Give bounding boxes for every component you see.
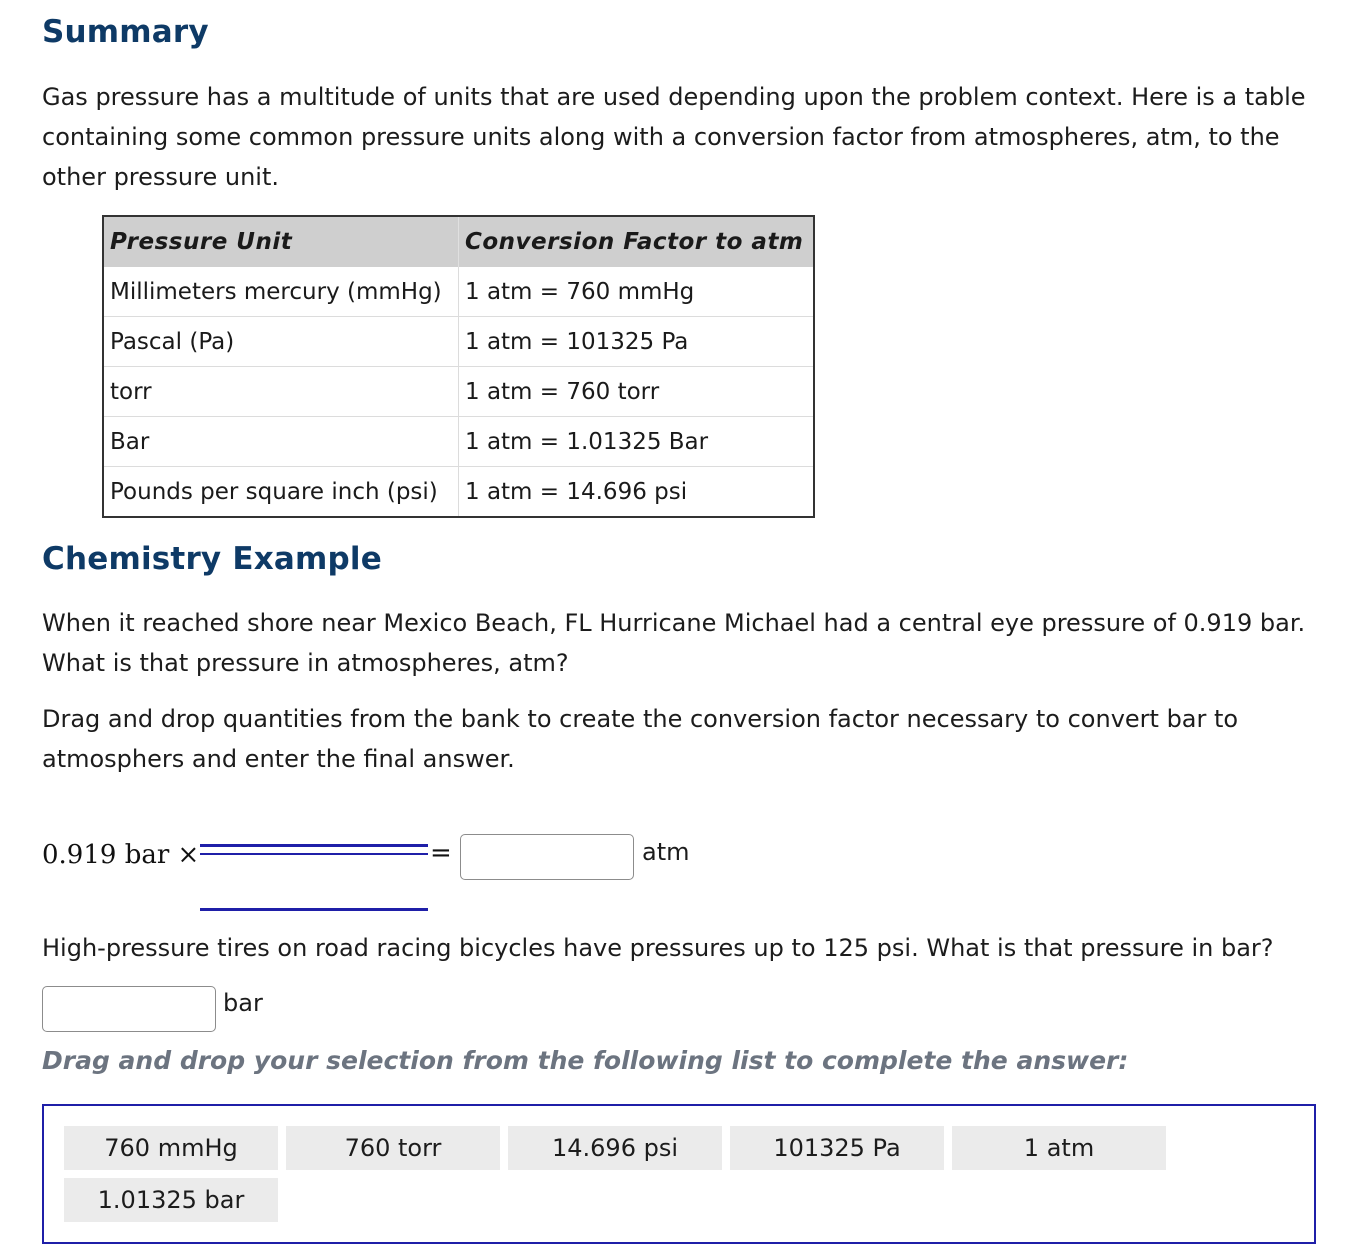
summary-heading: Summary	[42, 14, 209, 50]
atm-answer-input[interactable]	[460, 834, 634, 880]
table-header-row	[103, 216, 814, 267]
table-row	[103, 267, 814, 317]
table-row	[103, 367, 814, 417]
table-row	[103, 417, 814, 467]
atm-unit-label: atm	[642, 838, 690, 866]
example-question: When it reached shore near Mexico Beach, FL Hurricane Michael had a central eye pressure of 0.919 bar. What is that pressure in atmospheres, atm?	[42, 609, 1306, 677]
equals-sign: =	[430, 838, 452, 868]
unit-cell: Bar	[103, 417, 459, 467]
factor-cell: 1 atm = 1.01325 Bar	[459, 417, 815, 467]
factor-cell: 1 atm = 760 torr	[459, 367, 815, 417]
bank-instruction: Drag and drop your selection from the following list to complete the answer:	[42, 1046, 1129, 1075]
unit-cell: Pounds per square inch (psi)	[103, 467, 459, 518]
unit-cell: Millimeters mercury (mmHg)	[103, 267, 459, 317]
numerator-drop-slot[interactable]	[200, 844, 428, 855]
quantity-bank	[42, 1104, 1316, 1244]
given-quantity: 0.919 bar ×	[42, 840, 200, 870]
table-row	[103, 317, 814, 367]
example-directions: Drag and drop quantities from the bank to create the conversion factor necessary to convert bar to atmosphers and enter the final answer.	[42, 705, 1239, 773]
unit-cell: Pascal (Pa)	[103, 317, 459, 367]
factor-cell: 1 atm = 101325 Pa	[459, 317, 815, 367]
chip-760-mmhg[interactable]: 760 mmHg	[64, 1126, 278, 1170]
bar-unit-label: bar	[223, 989, 263, 1017]
question2-text: High-pressure tires on road racing bicycles have pressures up to 125 psi. What is that pressure in bar?	[42, 934, 1274, 962]
factor-cell: 1 atm = 760 mmHg	[459, 267, 815, 317]
example-heading: Chemistry Example	[42, 541, 382, 577]
chip-101325-pa[interactable]: 101325 Pa	[730, 1126, 944, 1170]
header-conversion-factor: Conversion Factor to atm	[459, 216, 815, 267]
denominator-drop-slot[interactable]	[200, 908, 428, 911]
chip-1-atm[interactable]: 1 atm	[952, 1126, 1166, 1170]
chip-1-01325-bar[interactable]: 1.01325 bar	[64, 1178, 278, 1222]
unit-cell: torr	[103, 367, 459, 417]
summary-text: Gas pressure has a multitude of units that are used depending upon the problem context. Here is a table containing some common pressure units along with a conversion factor from atmospheres, atm, to the other pressure unit.	[42, 83, 1306, 191]
bar-answer-input[interactable]	[42, 986, 216, 1032]
pressure-units-table	[102, 215, 815, 518]
table-row	[103, 467, 814, 518]
header-pressure-unit: Pressure Unit	[103, 216, 459, 267]
chip-760-torr[interactable]: 760 torr	[286, 1126, 500, 1170]
chip-14-696-psi[interactable]: 14.696 psi	[508, 1126, 722, 1170]
factor-cell: 1 atm = 14.696 psi	[459, 467, 815, 518]
